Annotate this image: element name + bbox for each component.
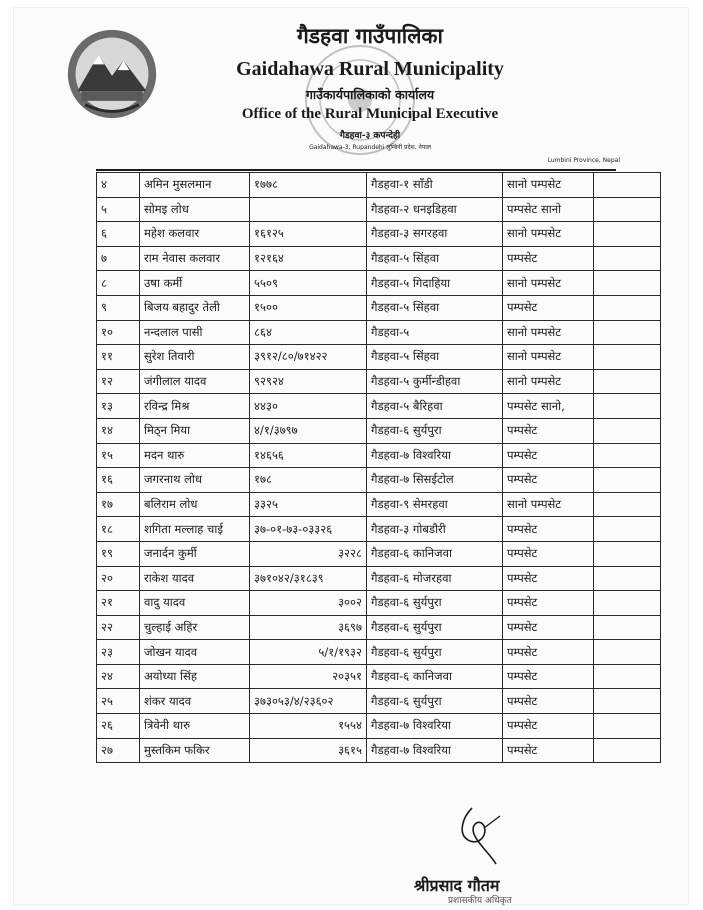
citizenship-number-cell: ५५०९ — [250, 271, 367, 296]
name-cell: चुल्हाई अहिर — [140, 615, 250, 640]
name-cell: उषा कर्मी — [140, 271, 250, 296]
citizenship-number-cell: ८६४ — [250, 320, 367, 345]
equipment-cell: सानो पम्पसेट — [503, 173, 594, 198]
citizenship-number-cell: १५५४ — [250, 714, 367, 739]
address-cell: गैडहवा-५ कुर्मीन्डीहवा — [367, 369, 503, 394]
equipment-cell: सानो पम्पसेट — [503, 271, 594, 296]
equipment-cell: पम्पसेट — [503, 443, 594, 468]
name-cell: बिजय बहादुर तेली — [140, 295, 250, 320]
serial-number-cell: ११ — [97, 345, 140, 370]
equipment-cell: पम्पसेट — [503, 689, 594, 714]
equipment-cell: पम्पसेट — [503, 468, 594, 493]
remarks-cell — [594, 541, 661, 566]
citizenship-number-cell: ९२९२४ — [250, 369, 367, 394]
serial-number-cell: १६ — [97, 468, 140, 493]
citizenship-number-cell: १५०० — [250, 295, 367, 320]
equipment-cell: पम्पसेट — [503, 517, 594, 542]
serial-number-cell: १८ — [97, 517, 140, 542]
address-cell: गैडहवा-६ कानिजवा — [367, 541, 503, 566]
serial-number-cell: २२ — [97, 615, 140, 640]
citizenship-number-cell: ३९१२/८०/७१४२२ — [250, 345, 367, 370]
address-cell: गैडहवा-५ सिंहवा — [367, 295, 503, 320]
office-name-nepali: गैडहवा गाउँपालिका — [296, 24, 443, 48]
table-row — [97, 591, 661, 616]
remarks-cell — [594, 345, 661, 370]
citizenship-number-cell: ३७१०४२/३१८३९ — [250, 566, 367, 591]
serial-number-cell: २३ — [97, 640, 140, 665]
address-cell: गैडहवा-५ बैरिहवा — [367, 394, 503, 419]
table-row — [97, 738, 661, 763]
serial-number-cell: ८ — [97, 271, 140, 296]
address-cell: गैडहवा-६ सुर्यपुरा — [367, 689, 503, 714]
remarks-cell — [594, 369, 661, 394]
province-label: Lumbini Province, Nepal — [547, 157, 620, 164]
citizenship-number-cell: २०३५१ — [250, 664, 367, 689]
signatory-name: श्रीप्रसाद गौतम — [414, 876, 500, 895]
name-cell: अयोध्या सिंह — [140, 664, 250, 689]
address-cell: गैडहवा-७ सिसईटोल — [367, 468, 503, 493]
serial-number-cell: १३ — [97, 394, 140, 419]
name-cell: अमिन मुसलमान — [140, 173, 250, 198]
serial-number-cell: २७ — [97, 738, 140, 763]
remarks-cell — [594, 222, 661, 247]
address-cell: गैडहवा-६ सुर्यपुरा — [367, 640, 503, 665]
equipment-cell: पम्पसेट — [503, 541, 594, 566]
serial-number-cell: ६ — [97, 222, 140, 247]
address-cell: गैडहवा-१ साँडी — [367, 173, 503, 198]
serial-number-cell: २१ — [97, 591, 140, 616]
remarks-cell — [594, 492, 661, 517]
address-cell: गैडहवा-३ गोबडौरी — [367, 517, 503, 542]
citizenship-number-cell: ३६९७ — [250, 615, 367, 640]
serial-number-cell: २५ — [97, 689, 140, 714]
header-divider — [96, 169, 616, 171]
citizenship-number-cell: ३७३०५३/४/२३६०२ — [250, 689, 367, 714]
serial-number-cell: ५ — [97, 197, 140, 222]
remarks-cell — [594, 615, 661, 640]
equipment-cell: पम्पसेट सानो, — [503, 394, 594, 419]
name-cell: सुरेश तिवारी — [140, 345, 250, 370]
table-row — [97, 541, 661, 566]
equipment-cell: सानो पम्पसेट — [503, 369, 594, 394]
remarks-cell — [594, 640, 661, 665]
address-cell: गैडहवा-६ सुर्यपुरा — [367, 591, 503, 616]
table-row — [97, 173, 661, 198]
citizenship-number-cell: ४४३० — [250, 394, 367, 419]
place-nepali: गैडहवा-३ कपन्देही — [339, 131, 401, 141]
table-row — [97, 517, 661, 542]
equipment-cell: सानो पम्पसेट — [503, 492, 594, 517]
name-cell: जनार्दन कुर्मी — [140, 541, 250, 566]
equipment-cell: पम्पसेट — [503, 615, 594, 640]
equipment-cell: सानो पम्पसेट — [503, 345, 594, 370]
remarks-cell — [594, 591, 661, 616]
address-cell: गैडहवा-७ विश्वरिया — [367, 714, 503, 739]
name-cell: महेश कलवार — [140, 222, 250, 247]
table-row — [97, 320, 661, 345]
handwritten-signature — [444, 798, 514, 868]
remarks-cell — [594, 394, 661, 419]
remarks-cell — [594, 468, 661, 493]
table-row — [97, 714, 661, 739]
remarks-cell — [594, 271, 661, 296]
address-cell: गैडहवा-७ विश्वरिया — [367, 738, 503, 763]
remarks-cell — [594, 418, 661, 443]
citizenship-number-cell: १७७८ — [250, 173, 367, 198]
remarks-cell — [594, 246, 661, 271]
remarks-cell — [594, 197, 661, 222]
citizenship-number-cell: १४६५६ — [250, 443, 367, 468]
remarks-cell — [594, 320, 661, 345]
citizenship-number-cell — [250, 197, 367, 222]
address-cell: गैडहवा-९ सेमरहवा — [367, 492, 503, 517]
address-cell: गैडहवा-६ सुर्यपुरा — [367, 418, 503, 443]
address-cell: गैडहवा-६ मोजरहवा — [367, 566, 503, 591]
table-row — [97, 271, 661, 296]
citizenship-number-cell: ३६१५ — [250, 738, 367, 763]
table-row — [97, 222, 661, 247]
name-cell: शंकर यादव — [140, 689, 250, 714]
table-row — [97, 197, 661, 222]
table-row — [97, 689, 661, 714]
remarks-cell — [594, 517, 661, 542]
name-cell: जगरनाथ लोध — [140, 468, 250, 493]
address-cell: गैडहवा-६ कानिजवा — [367, 664, 503, 689]
remarks-cell — [594, 738, 661, 763]
name-cell: जंगीलाल यादव — [140, 369, 250, 394]
citizenship-number-cell: ३२२८ — [250, 541, 367, 566]
equipment-cell: पम्पसेट सानो — [503, 197, 594, 222]
name-cell: वादु यादव — [140, 591, 250, 616]
citizenship-number-cell: ४/१/३७९७ — [250, 418, 367, 443]
citizenship-number-cell: ३००२ — [250, 591, 367, 616]
remarks-cell — [594, 714, 661, 739]
citizenship-number-cell: १२१६४ — [250, 246, 367, 271]
name-cell: बलिराम लोध — [140, 492, 250, 517]
table-row — [97, 369, 661, 394]
remarks-cell — [594, 295, 661, 320]
table-row — [97, 418, 661, 443]
table-row — [97, 394, 661, 419]
equipment-cell: पम्पसेट — [503, 566, 594, 591]
name-cell: मिठ्न मिया — [140, 418, 250, 443]
serial-number-cell: १० — [97, 320, 140, 345]
remarks-cell — [594, 566, 661, 591]
name-cell: सोमइ लोध — [140, 197, 250, 222]
equipment-cell: पम्पसेट — [503, 640, 594, 665]
equipment-cell: पम्पसेट — [503, 714, 594, 739]
citizenship-number-cell: १७८ — [250, 468, 367, 493]
serial-number-cell: ९ — [97, 295, 140, 320]
remarks-cell — [594, 173, 661, 198]
serial-number-cell: १२ — [97, 369, 140, 394]
beneficiary-table — [96, 172, 661, 763]
office-name-english: Gaidahawa Rural Municipality — [236, 58, 504, 80]
name-cell: मदन थारु — [140, 443, 250, 468]
table-row — [97, 246, 661, 271]
table-row — [97, 664, 661, 689]
name-cell: त्रिवेनी थारु — [140, 714, 250, 739]
serial-number-cell: १५ — [97, 443, 140, 468]
table-row — [97, 640, 661, 665]
executive-office-english: Office of the Rural Municipal Executive — [241, 106, 499, 122]
equipment-cell: पम्पसेट — [503, 591, 594, 616]
municipality-emblem — [64, 26, 160, 122]
name-cell: राकेश यादव — [140, 566, 250, 591]
table-row — [97, 295, 661, 320]
citizenship-number-cell: ५/१/१९३२ — [250, 640, 367, 665]
citizenship-number-cell: १६१२५ — [250, 222, 367, 247]
table-row — [97, 443, 661, 468]
citizenship-number-cell: ३३२५ — [250, 492, 367, 517]
equipment-cell: सानो पम्पसेट — [503, 222, 594, 247]
serial-number-cell: २० — [97, 566, 140, 591]
address-cell: गैडहवा-३ सगरहवा — [367, 222, 503, 247]
equipment-cell: पम्पसेट — [503, 738, 594, 763]
table-row — [97, 492, 661, 517]
address-cell: गैडहवा-५ गिदाहिया — [367, 271, 503, 296]
signatory-title: प्रशासकीय अधिकृत — [448, 896, 512, 906]
name-cell: राम नेवास कलवार — [140, 246, 250, 271]
table-row — [97, 615, 661, 640]
remarks-cell — [594, 664, 661, 689]
table-row — [97, 468, 661, 493]
address-cell: गैडहवा-५ सिंहवा — [367, 246, 503, 271]
serial-number-cell: २४ — [97, 664, 140, 689]
table-row — [97, 566, 661, 591]
name-cell: शगिता मल्लाह चाई — [140, 517, 250, 542]
name-cell: मुस्तकिम फकिर — [140, 738, 250, 763]
serial-number-cell: २६ — [97, 714, 140, 739]
equipment-cell: पम्पसेट — [503, 246, 594, 271]
equipment-cell: पम्पसेट — [503, 295, 594, 320]
remarks-cell — [594, 689, 661, 714]
address-cell: गैडहवा-६ सुर्यपुरा — [367, 615, 503, 640]
executive-office-nepali: गाउँकार्यपालिकाको कार्यालय — [305, 87, 435, 102]
serial-number-cell: १४ — [97, 418, 140, 443]
equipment-cell: पम्पसेट — [503, 418, 594, 443]
remarks-cell — [594, 443, 661, 468]
citizenship-number-cell: ३७-०१-७३-०३३२६ — [250, 517, 367, 542]
name-cell: नन्दलाल पासी — [140, 320, 250, 345]
name-cell: रविन्द्र मिश्र — [140, 394, 250, 419]
name-cell: जोखन यादव — [140, 640, 250, 665]
serial-number-cell: ४ — [97, 173, 140, 198]
office-address: Gaidahawa-3, Rupandehi लुम्बिनी प्रदेश, नेपाल — [309, 144, 431, 151]
serial-number-cell: १७ — [97, 492, 140, 517]
address-cell: गैडहवा-७ विश्वरिया — [367, 443, 503, 468]
address-cell: गैडहवा-५ — [367, 320, 503, 345]
table-row — [97, 345, 661, 370]
serial-number-cell: १९ — [97, 541, 140, 566]
equipment-cell: पम्पसेट — [503, 664, 594, 689]
serial-number-cell: ७ — [97, 246, 140, 271]
equipment-cell: सानो पम्पसेट — [503, 320, 594, 345]
address-cell: गैडहवा-२ धनइडिहवा — [367, 197, 503, 222]
address-cell: गैडहवा-५ सिंहवा — [367, 345, 503, 370]
